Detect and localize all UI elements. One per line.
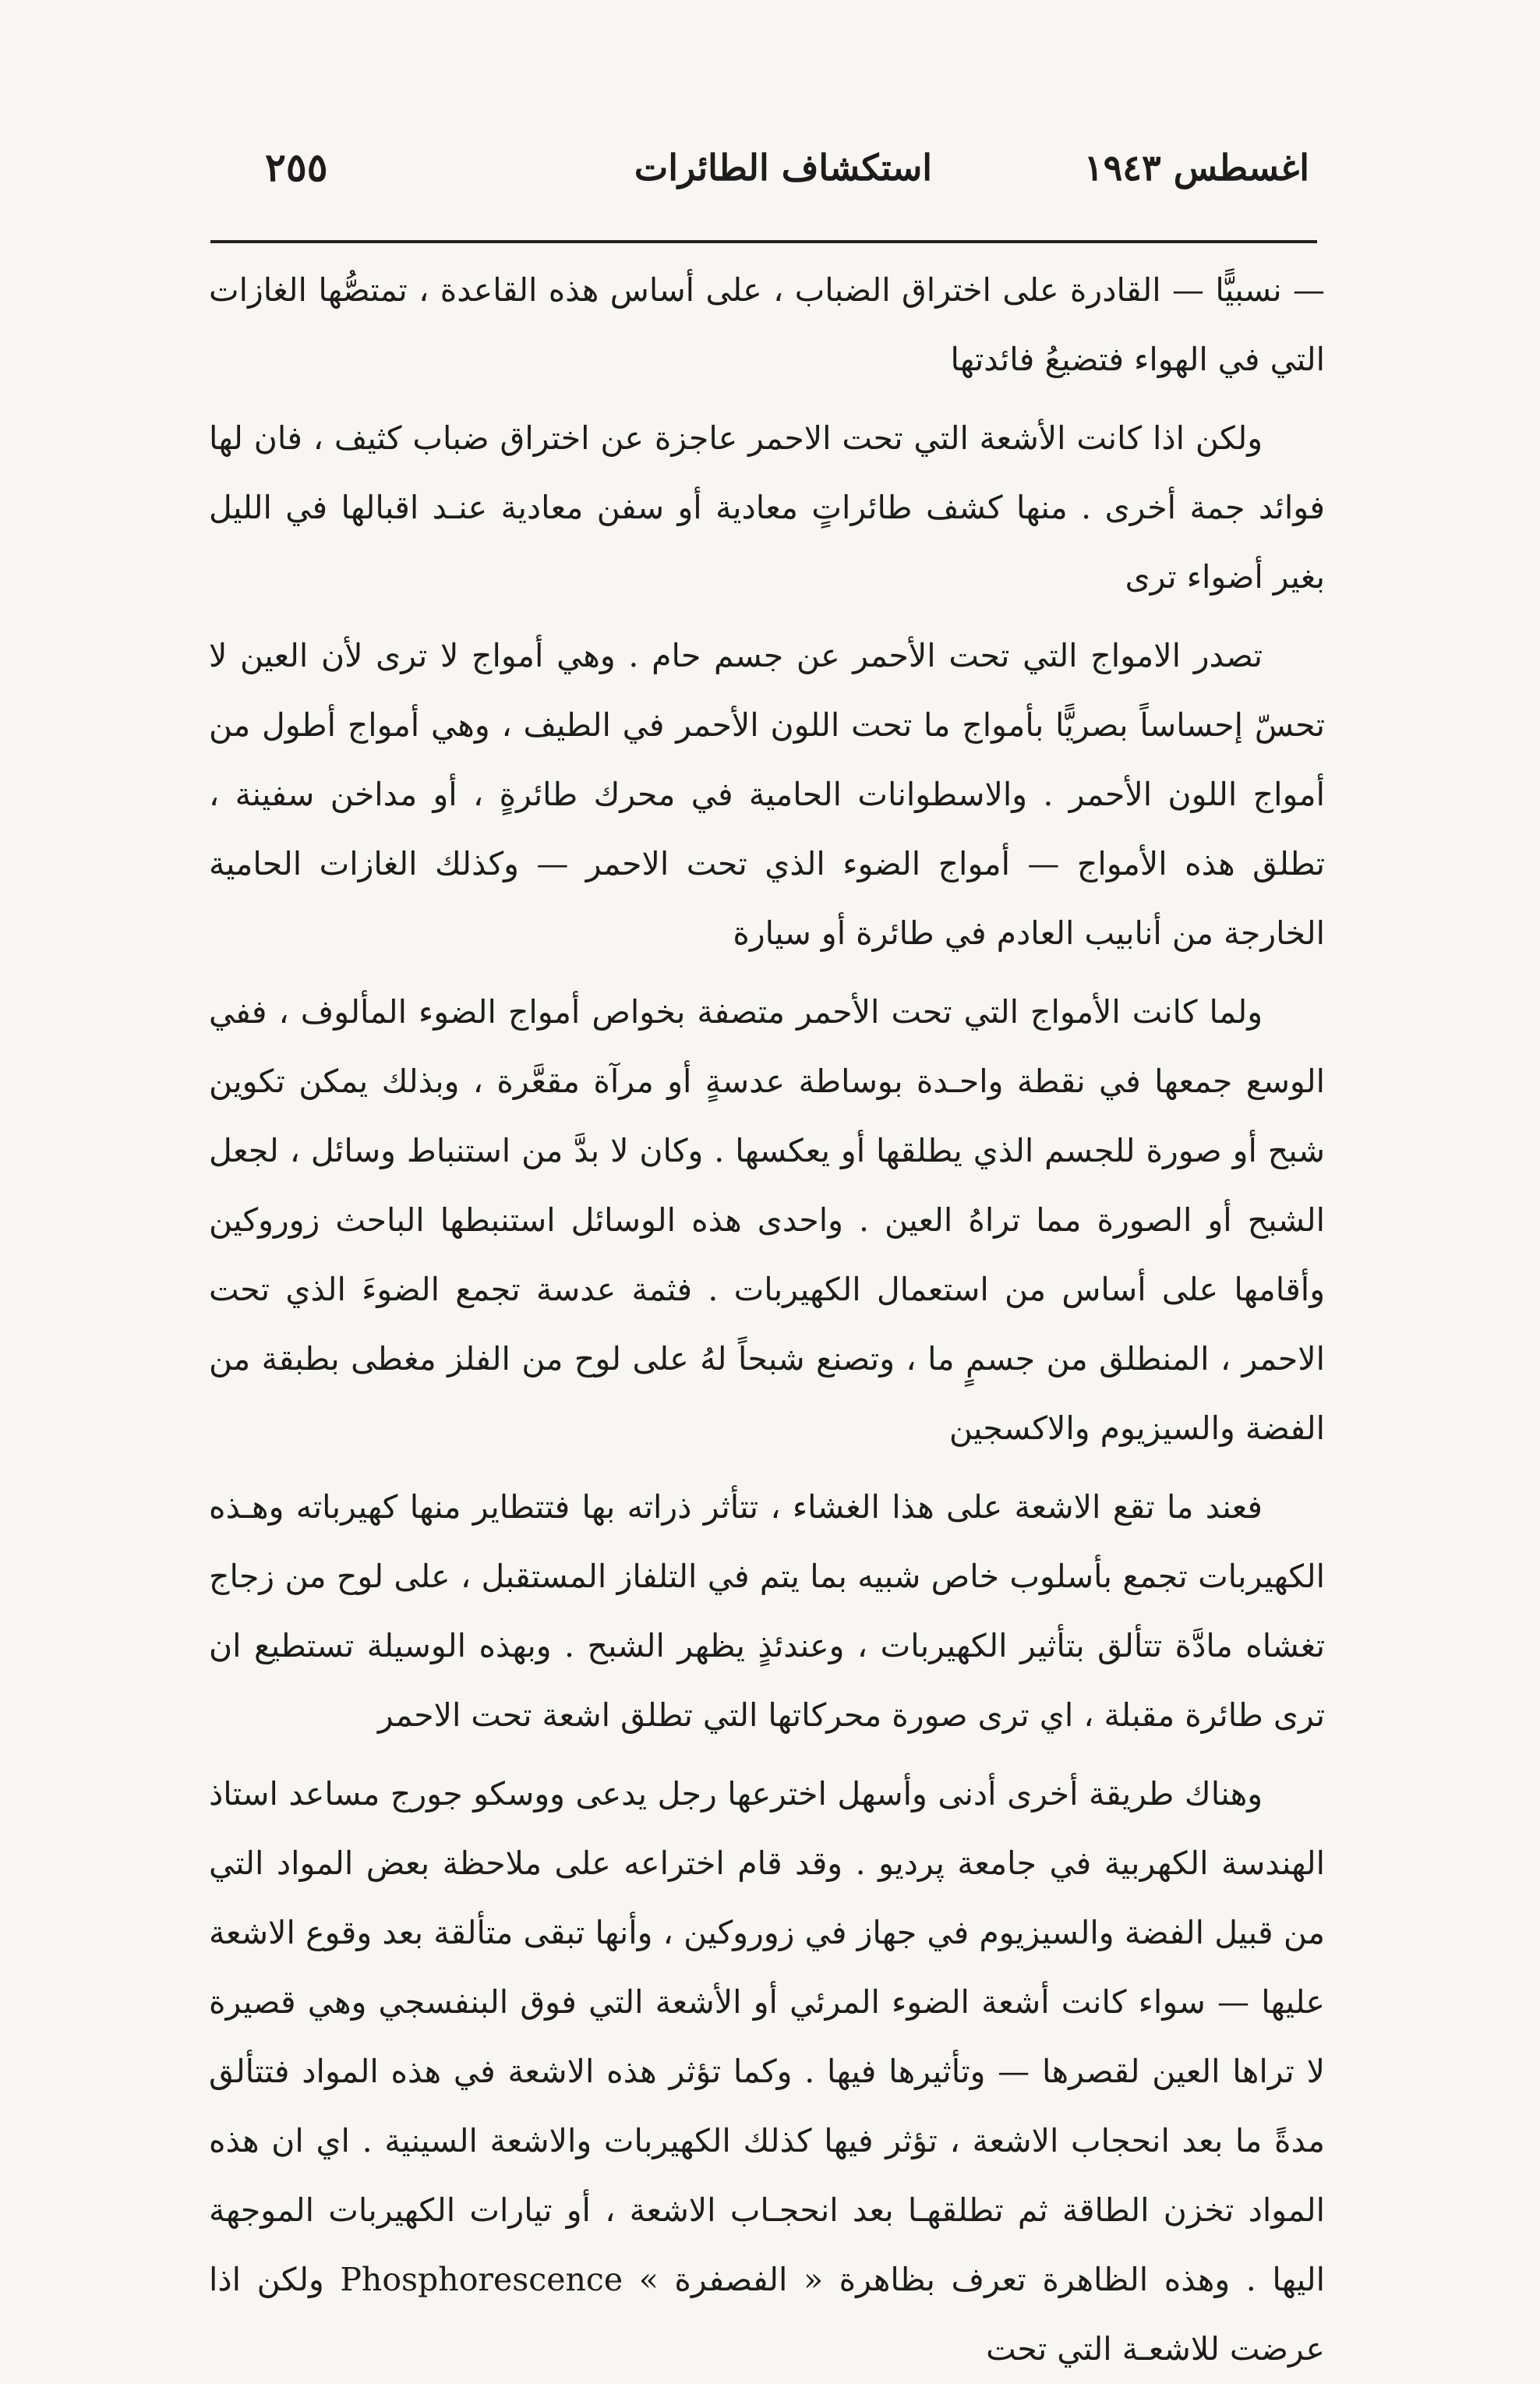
page-number: ٢٥٥ [265, 144, 328, 190]
paragraph-2: ولكن اذا كانت الأشعة التي تحت الاحمر عاجزة عن اختراق ضباب كثيف ، فان لها فوائد جمة أخرى . منها كشف طائراتٍ معادية أو سفن معادية عنـد اقبالها في الليل بغير أضواء ترى [209, 419, 1325, 596]
header-rule [210, 240, 1317, 243]
paragraph-1: — نسبيًّا — القادرة على اختراق الضباب ، على أساس هذه القاعدة ، تمتصُّها الغازات التي في الهواء فتضيعُ فائدتها [209, 271, 1325, 378]
running-header [257, 140, 1309, 203]
paragraph-4: ولما كانت الأمواج التي تحت الأحمر متصفة بخواص أمواج الضوء المألوف ، ففي الوسع جمعها في نقطة واحـدة بوساطة عدسةٍ أو مرآة مقعَّرة ، وبذلك يمكن تكوين شبح أو صورة للجسم الذي يطلقها أو يعكسها . وكان لا بدَّ من استنباط وسائل ، لجعل الشبح أو الصورة مما تراهُ العين . واحدى هذه الوسائل استنبطها الباحث زوروكين وأقامها على أساس من استعمال الكهيربات . فثمة عدسة تجمع الضوءَ الذي تحت الاحمر ، المنطلق من جسمٍ ما ، وتصنع شبحاً لهُ على لوح من الفلز مغطى بطبقة من الفضة والسيزيوم والاكسجين [209, 993, 1325, 1447]
issue-date: اغسطس ١٩٤٣ [1083, 147, 1309, 189]
paragraph-5: فعند ما تقع الاشعة على هذا الغشاء ، تتأثر ذراته بها فتتطاير منها كهيرباته وهـذه الكهيربات تجمع بأسلوب خاص شبيه بما يتم في التلفاز المستقبل ، على لوح من زجاج تغشاه مادَّة تتألق بتأثير الكهيربات ، وعندئذٍ يظهر الشبح . وبهذه الوسيلة تستطيع ان ترى طائرة مقبلة ، اي ترى صورة محركاتها التي تطلق اشعة تحت الاحمر [209, 1488, 1325, 1734]
paragraph-3: تصدر الامواج التي تحت الأحمر عن جسم حام . وهي أمواج لا ترى لأن العين لا تحسّ إحساساً بصريًّا بأمواج ما تحت اللون الأحمر في الطيف ، وهي أمواج أطول من أمواج اللون الأحمر . والاسطوانات الحامية في محرك طائرةٍ ، أو مداخن سفينة ، تطلق هذه الأمواج — أمواج الضوء الذي تحت الاحمر — وكذلك الغازات الحامية الخارجة من أنابيب العادم في طائرة أو سيارة [209, 637, 1325, 952]
paragraph-6: وهناك طريقة أخرى أدنى وأسهل اخترعها رجل يدعى ووسكو جورج مساعد استاذ الهندسة الكهربية في جامعة پرديو . وقد قام اختراعه على ملاحظة بعض المواد التي من قبيل الفضة والسيزيوم في جهاز في زوروكين ، وأنها تبقى متألقة بعد وقوع الاشعة عليها — سواء كانت أشعة الضوء المرئي أو الأشعة التي فوق البنفسجي وهي قصيرة لا تراها العين لقصرها — وتأثيرها فيها . وكما تؤثر هذه الاشعة في هذه المواد فتتألق مدةً ما بعد انحجاب الاشعة ، تؤثر فيها كذلك الكهيربات والاشعة السينية . اي ان هذه المواد تخزن الطاقة ثم تطلقهـا بعد انحجـاب الاشعة ، أو تيارات الكهيربات الموجهة اليها . وهذه الظاهرة تعرف بظاهرة « الفصفرة » Phosphorescence ولكن اذا عرضت للاشعـة التي تحت [209, 1775, 1325, 2368]
article-title: استكشاف الطائرات [634, 147, 933, 189]
article-body [209, 256, 1325, 2368]
